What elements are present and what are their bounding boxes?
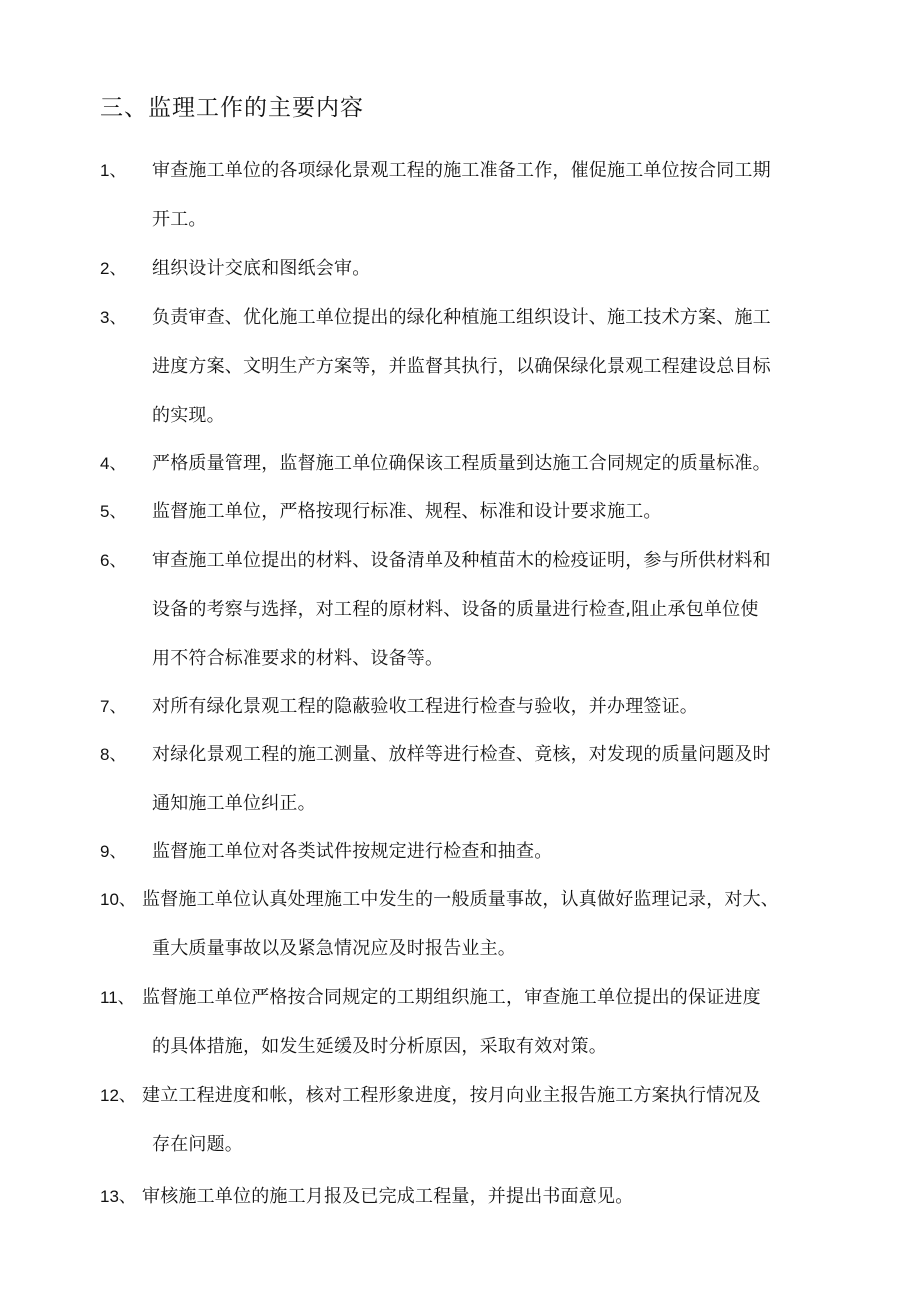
item-text-line: 监督施工单位认真处理施工中发生的一般质量事故，认真做好监理记录，对大、: [142, 889, 779, 910]
item-number: 11、: [100, 988, 135, 1007]
item-number: 5、: [100, 502, 127, 521]
item-text-line: 监督施工单位对各类试件按规定进行检查和抽查。: [152, 841, 553, 862]
item-text-line: 对所有绿化景观工程的隐蔽验收工程进行检查与验收，并办理签证。: [152, 696, 698, 717]
item-text-line: 审查施工单位的各项绿化景观工程的施工准备工作，催促施工单位按合同工期: [152, 160, 771, 181]
item-number: 3、: [100, 308, 127, 327]
item-text-line: 审核施工单位的施工月报及已完成工程量，并提出书面意见。: [142, 1186, 634, 1207]
item-text-line: 用不符合标准要求的材料、设备等。: [152, 648, 444, 669]
item-number: 7、: [100, 697, 127, 716]
item-number: 2、: [100, 259, 127, 278]
item-text-line: 监督施工单位，严格按现行标准、规程、标准和设计要求施工。: [152, 501, 662, 522]
section-heading: 三、监理工作的主要内容: [100, 95, 364, 121]
item-text-line: 存在问题。: [152, 1134, 243, 1155]
item-number: 6、: [100, 551, 127, 570]
item-text-line: 的具体措施，如发生延缓及时分析原因，采取有效对策。: [152, 1036, 607, 1057]
item-number: 8、: [100, 745, 127, 764]
item-number: 10、: [100, 890, 136, 909]
item-text-line: 建立工程进度和帐，核对工程形象进度，按月向业主报告施工方案执行情况及: [142, 1085, 761, 1106]
item-text-line: 对绿化景观工程的施工测量、放样等进行检查、竟核，对发现的质量问题及时: [152, 744, 771, 765]
item-number: 9、: [100, 842, 127, 861]
item-text-line: 负责审查、优化施工单位提出的绿化种植施工组织设计、施工技术方案、施工: [152, 307, 771, 328]
item-number: 12、: [100, 1086, 136, 1105]
item-number: 4、: [100, 454, 127, 473]
item-text-line: 审查施工单位提出的材料、设备清单及种植苗木的检疫证明，参与所供材料和: [152, 550, 771, 571]
item-text-line: 通知施工单位纠正。: [152, 793, 316, 814]
item-text-line: 进度方案、文明生产方案等，并监督其执行，以确保绿化景观工程建设总目标: [152, 356, 771, 377]
item-text-line: 开工。: [152, 209, 207, 230]
item-text-line: 监督施工单位严格按合同规定的工期组织施工，审查施工单位提出的保证进度: [142, 987, 761, 1008]
item-number: 13、: [100, 1187, 136, 1206]
item-text-line: 组织设计交底和图纸会审。: [152, 258, 371, 279]
item-text-line: 严格质量管理，监督施工单位确保该工程质量到达施工合同规定的质量标准。: [152, 453, 771, 474]
item-number: 1、: [100, 161, 127, 180]
item-text-line: 重大质量事故以及紧急情况应及时报告业主。: [152, 938, 516, 959]
item-text-line: 的实现。: [152, 405, 225, 426]
item-text-line: 设备的考察与选择，对工程的原材料、设备的质量进行检查,阻止承包单位使: [152, 599, 759, 620]
